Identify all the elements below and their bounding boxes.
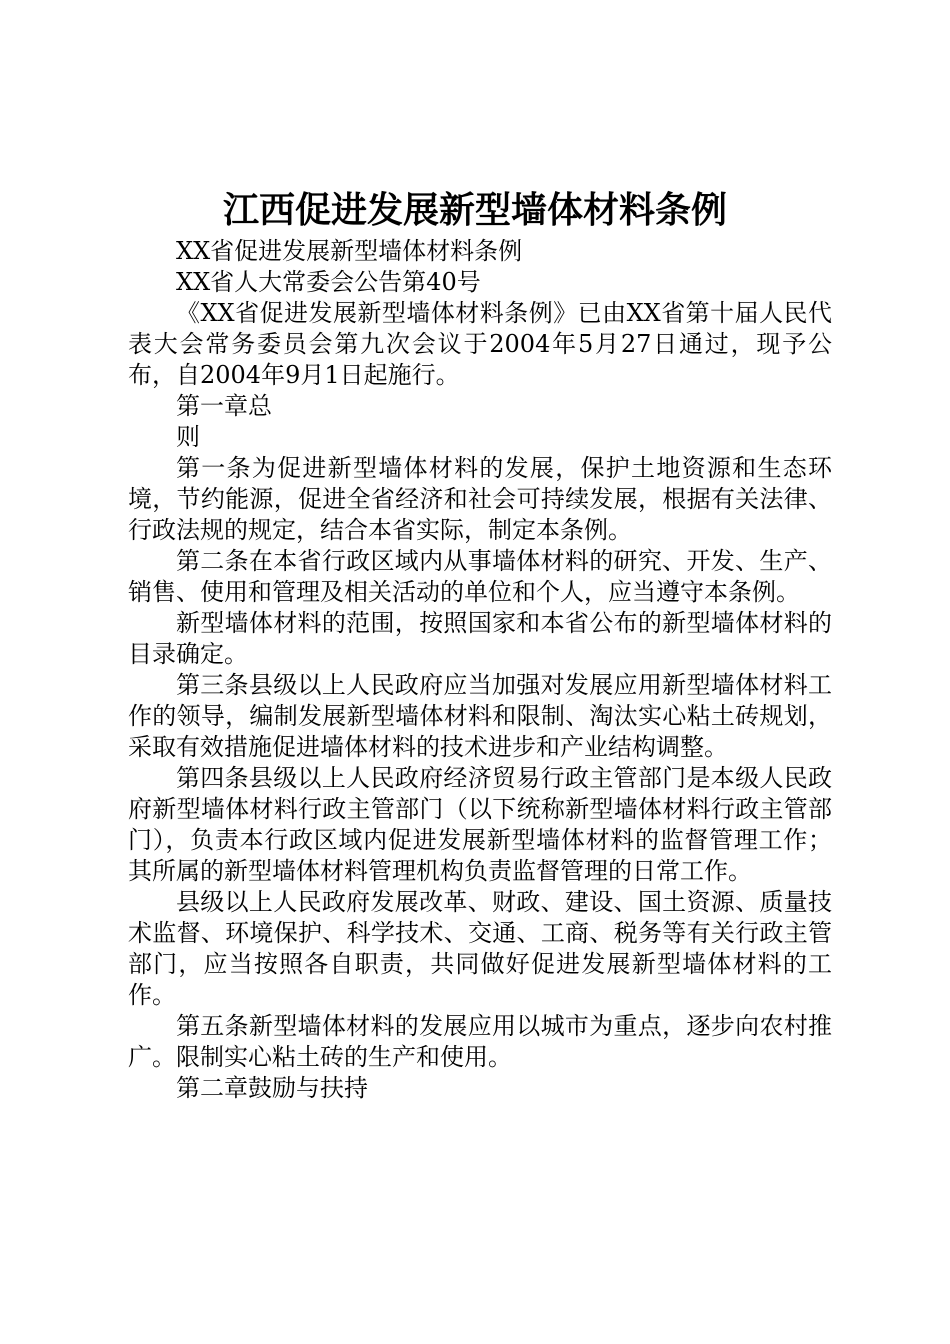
paragraph: 第一条为促进新型墙体材料的发展，保护土地资源和生态环境，节约能源，促进全省经济和社会可持续发展，根据有关法律、行政法规的规定，结合本省实际，制定本条例。: [128, 454, 832, 544]
paragraph: 《XX省促进发展新型墙体材料条例》已由XX省第十届人民代表大会常务委员会第九次会议于2004年5月27日通过，现予公布，自2004年9月1日起施行。: [128, 299, 832, 389]
paragraph: 第三条县级以上人民政府应当加强对发展应用新型墙体材料工作的领导，编制发展新型墙体材料和限制、淘汰实心粘土砖规划，采取有效措施促进墙体材料的技术进步和产业结构调整。: [128, 671, 832, 761]
paragraph: XX省促进发展新型墙体材料条例: [176, 237, 523, 265]
paragraph: 第四条县级以上人民政府经济贸易行政主管部门是本级人民政府新型墙体材料行政主管部门（以下统称新型墙体材料行政主管部门），负责本行政区域内促进发展新型墙体材料的监督管理工作；其所属的新型墙体材料管理机构负责监督管理的日常工作。: [128, 764, 832, 885]
paragraph: 第一章总: [176, 392, 272, 420]
paragraph: 新型墙体材料的范围，按照国家和本省公布的新型墙体材料的目录确定。: [128, 609, 832, 668]
paragraph: 县级以上人民政府发展改革、财政、建设、国土资源、质量技术监督、环境保护、科学技术、交通、工商、税务等有关行政主管部门，应当按照各自职责，共同做好促进发展新型墙体材料的工作。: [128, 888, 832, 1009]
paragraph: 第二条在本省行政区域内从事墙体材料的研究、开发、生产、销售、使用和管理及相关活动的单位和个人，应当遵守本条例。: [128, 547, 832, 606]
document-title: 江西促进发展新型墙体材料条例: [222, 189, 727, 231]
document-body: [128, 236, 832, 1104]
paragraph: 则: [176, 423, 200, 451]
paragraph: XX省人大常委会公告第40号: [176, 268, 481, 296]
paragraph: 第五条新型墙体材料的发展应用以城市为重点，逐步向农村推广。限制实心粘土砖的生产和使用。: [128, 1012, 832, 1071]
paragraph: 第二章鼓励与扶持: [176, 1074, 368, 1102]
